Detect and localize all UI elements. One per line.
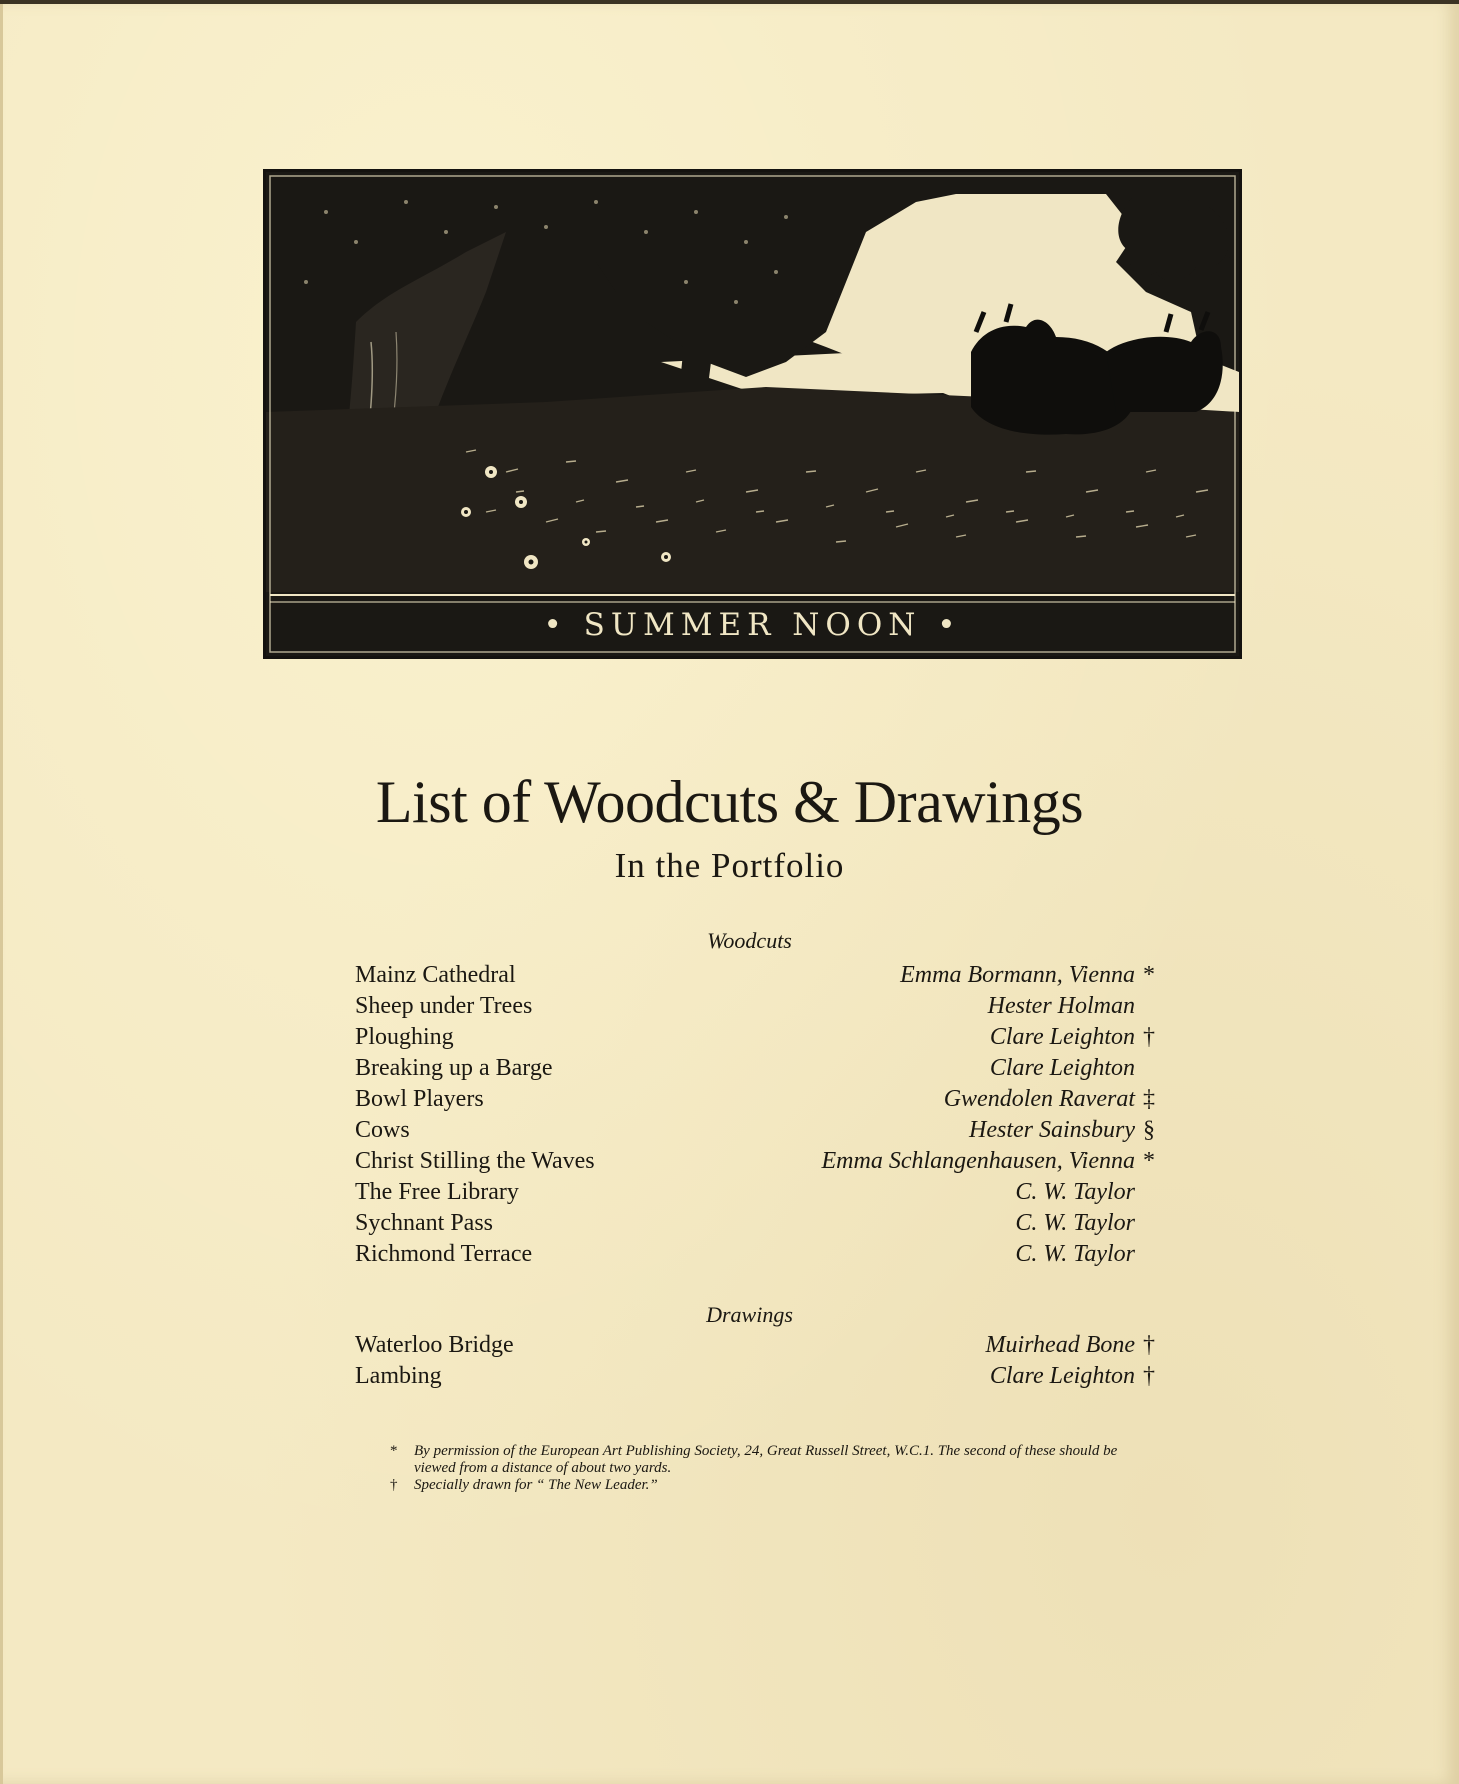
list-item	[355, 1148, 1155, 1179]
footnote	[390, 1477, 1150, 1494]
artist-name: Clare Leighton †	[989, 1363, 1155, 1389]
footnote-mark: §	[1143, 1117, 1155, 1143]
artist-name: C. W. Taylor	[1015, 1210, 1135, 1236]
work-title: The Free Library	[355, 1179, 519, 1205]
woodcuts-section-label: Woodcuts	[707, 928, 792, 953]
footnote-mark: †	[1143, 1024, 1155, 1050]
work-title: Mainz Cathedral	[355, 962, 516, 988]
artist-name: Hester Holman	[987, 993, 1135, 1019]
work-title: Ploughing	[355, 1024, 454, 1050]
work-title: Christ Stilling the Waves	[355, 1148, 595, 1174]
footnotes	[390, 1443, 1150, 1494]
drawings-section-label: Drawings	[706, 1302, 793, 1327]
caption-text: SUMMER NOON	[583, 607, 922, 643]
list-item	[355, 1086, 1155, 1117]
artist-name: Hester Sainsbury §	[969, 1117, 1155, 1143]
page-subtitle: In the Portfolio	[614, 846, 845, 885]
caption-ornament-left: •	[543, 607, 568, 643]
footnote-symbol: †	[390, 1477, 398, 1493]
footnote-text: By permission of the European Art Publishing Society, 24, Great Russell Street, W.C.1. The second of these should be viewed from a distance of about two yards.	[414, 1443, 1118, 1476]
footnote-mark: †	[1143, 1363, 1155, 1389]
work-title: Lambing	[355, 1363, 442, 1389]
page-title: List of Woodcuts & Drawings	[375, 769, 1084, 835]
work-title: Bowl Players	[355, 1086, 484, 1112]
footnote	[390, 1443, 1150, 1477]
list-item	[355, 993, 1155, 1024]
list-item	[355, 1055, 1155, 1086]
work-title: Sheep under Trees	[355, 993, 533, 1019]
footnote-mark: ‡	[1143, 1086, 1155, 1112]
artist-name: Muirhead Bone †	[985, 1332, 1155, 1358]
artist-name: Emma Bormann, Vienna *	[900, 962, 1155, 988]
work-title: Cows	[355, 1117, 410, 1143]
woodcut-illustration	[263, 169, 1242, 659]
artist-name: C. W. Taylor	[1015, 1241, 1135, 1267]
list-item	[355, 1179, 1155, 1210]
work-title: Waterloo Bridge	[355, 1332, 514, 1358]
woodcut-caption	[266, 600, 1239, 650]
woodcut-artwork	[266, 172, 1239, 656]
artist-name: Emma Schlangenhausen, Vienna *	[821, 1148, 1155, 1174]
list-item	[355, 962, 1155, 993]
work-title: Breaking up a Barge	[355, 1055, 553, 1081]
list-item	[355, 1241, 1155, 1272]
footnote-mark: *	[1143, 962, 1155, 988]
artist-name: Gwendolen Raverat ‡	[943, 1086, 1155, 1112]
list-item	[355, 1332, 1155, 1363]
artist-name: Clare Leighton	[989, 1055, 1135, 1081]
caption-ornament-right: •	[937, 607, 962, 643]
footnote-mark: *	[1143, 1148, 1155, 1174]
work-title: Sychnant Pass	[355, 1210, 493, 1236]
footnote-text: Specially drawn for “ The New Leader.”	[414, 1477, 658, 1493]
list-item	[355, 1210, 1155, 1241]
footnote-mark: †	[1143, 1332, 1155, 1358]
list-item	[355, 1117, 1155, 1148]
artist-name: C. W. Taylor	[1015, 1179, 1135, 1205]
work-title: Richmond Terrace	[355, 1241, 533, 1267]
artist-name: Clare Leighton †	[989, 1024, 1155, 1050]
list-item	[355, 1024, 1155, 1055]
list-item	[355, 1363, 1155, 1394]
footnote-symbol: *	[390, 1443, 398, 1459]
